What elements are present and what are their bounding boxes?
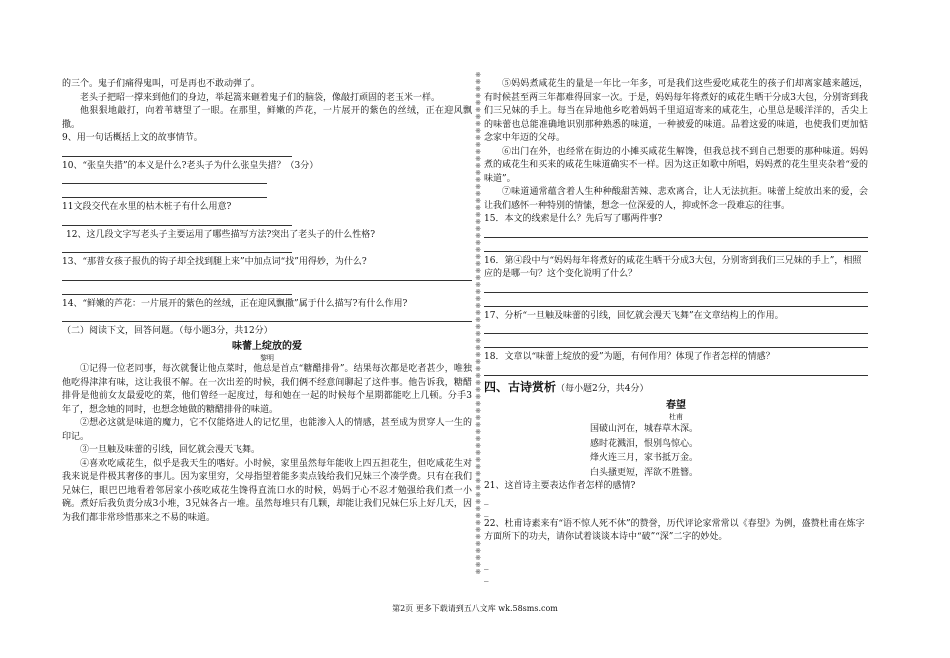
answer-line: [62, 215, 292, 226]
poem-line: 感时花溅泪，恨别鸟惊心。: [590, 438, 699, 449]
essay-paragraph-6: ⑥出门在外，也经常在街边的小摊买咸花生解馋，但我总找不到自己想要的那种味道。妈妈煮的咸花生和买来的咸花生味道确实不一样。因为这正如歌中所唱，妈妈煮的花生里夹杂着“爱的味道”。: [484, 146, 868, 184]
answer-line: [484, 241, 868, 252]
question-12: 12、这几段文字写老头子主要运用了哪些描写方法?突出了老头子的什么性格?: [66, 229, 376, 240]
answer-line: [62, 311, 472, 322]
question-13: 13、“那普女孩子报仇的钩子却全找到腿上来”中加点词“找”用得妙，为什么?: [62, 257, 367, 267]
answer-line: [62, 284, 292, 295]
section-4-heading: [484, 379, 868, 397]
passage-line: 的三个。鬼子们痛得鬼叫，可是再也不敢动弹了。: [62, 79, 261, 89]
answer-line: [484, 365, 868, 376]
essay-author: 黎明: [260, 354, 274, 362]
essay-paragraph-7: ⑦味道通常蕴含着人生种种酸甜苦辣、悲欢离合，让人无法抗拒。味蕾上绽放出来的爱，会让我们感怀一种特别的情愫，想念一位深爱的人，抑或怀念一段难忘的往事。: [484, 187, 868, 211]
answer-blank: _: [484, 559, 489, 570]
question-11: 11文段交代在水里的枯木桩子有什么用意?: [62, 202, 232, 212]
section-2-heading: （二）阅读下文，回答问题。（每小题3分，共12分）: [62, 326, 273, 336]
poem-line: 白头搔更短，浑欲不胜簪。: [590, 467, 699, 478]
poem-line: 烽火连三月，家书抵万金。: [590, 453, 699, 463]
passage-paragraph: 老头子把昭一撑来到他们的身边，举起篙来砸着鬼子们的脑袋，像敲打顽固的老玉米一样。: [80, 92, 441, 103]
answer-line: [62, 187, 267, 198]
answer-line: [484, 282, 868, 293]
answer-line: [62, 242, 292, 253]
right-column: [484, 78, 868, 583]
essay-paragraph-5: ⑤妈妈煮咸花生的量是一年比一年多，可是我们这些爱吃咸花生的孩子们却离家越来越远，有时候甚至两三年都难得回家一次。于是，妈妈每年将煮好的咸花生晒干分成3大包，分别寄到我们三兄妹的手上。每当在异地他乡吃着妈妈千里迢迢寄来的咸花生，心里总是暖洋洋的，舌尖上的味蕾也总能准确地识别那种熟悉的味道，一种被爱的味道。品着这爱的味道，也使我们更加惦念家中年迈的父母。: [484, 79, 868, 143]
passage-paragraph: 他狠狠地敲打，向着苇塘望了一眼。在那里，鲜嫩的芦花，一片展开的紫色的丝绒，正在迎风飘撒。: [62, 106, 472, 130]
question-14: 14、“鲜嫩的芦花：一片展开的紫色的丝绒，正在迎风飘撒”属于什么描写?有什么作用?: [62, 298, 408, 309]
answer-line: [484, 337, 868, 348]
answer-line: [62, 146, 292, 157]
essay-paragraph-3: ③一旦触及味蕾的引线，回忆就会漫天飞舞。: [80, 445, 261, 455]
essay-title: 味蕾上绽放的爱: [232, 340, 302, 352]
section-4-title: 四、古诗赏析: [484, 379, 557, 394]
essay-paragraph-2: ②想必这就是味道的魔力，它不仅能烙进人的记忆里，也能渗入人的情感，甚至成为贯穿人一生的印记。: [62, 418, 472, 442]
answer-blank: _: [484, 571, 489, 582]
essay-paragraph-1: ①记得一位老同事，每次就餐让他点菜时，他总是首点“糖醋排骨”。结果每次都是吃者甚少，唯独他吃得津津有味，这让我很不解。在一次出差的时候，我们俩不经意间聊起了这件事。他告诉我，糖醋排骨是他前女友最爱吃的菜，他们曾经一起度过，每和她在一起的时候每个星期都能吃上几顿。分手3年了，想念她的同时，也想念她做的糖醋排骨的味道。: [62, 364, 472, 415]
page-footer: 第2页 更多下载请到五八文库 wk.58sms.com: [392, 604, 558, 613]
question-18: 18．文章以“味蕾上绽放的爱”为题，有何作用？体现了作者怎样的情感？: [484, 352, 775, 362]
answer-line: [484, 296, 868, 307]
poem-line: 国破山河在，城春草木深。: [590, 424, 699, 434]
question-21: 21、这首诗主要表达作者怎样的感情?: [484, 481, 636, 491]
question-9: 9、用一句话概括上文的故事情节。: [62, 133, 203, 143]
question-22: 22、杜甫诗素来有“语不惊人死不休”的赞誉，历代评论家常常以《春望》为例，盛赞杜甫在炼字方面所下的功夫，请你试着谈谈本诗中“破”“深”二字的妙处。: [484, 518, 865, 542]
essay-paragraph-4: ④喜欢吃咸花生，似乎是我天生的嗜好。小时候，家里虽然每年能收上四五担花生，但吃咸花生对我来说是件极其奢侈的事儿。因为家里穷，父母指望着能多卖点钱给我们兄妹三个凑学费。只有在我们兄妹仨，眼巴巴地看着邻居家小孩吃咸花生馋得直流口水的时候，妈妈于心不忍才勉强给我们煮一小碗。煮好后我负责分成3小堆，3兄妹各占一堆。虽然每堆只有几颗，却能让我们兄妹仨乐上好几天，因为我们都非常珍惜那来之不易的味道。: [62, 458, 472, 523]
answer-line: [484, 227, 868, 238]
poem-title: 春望: [666, 399, 686, 411]
poem-author: 杜甫: [669, 413, 683, 421]
answer-blank: _: [484, 494, 489, 505]
question-10: 10、“张皇失措”的本义是什么?老头子为什么张皇失措？（3分）: [62, 160, 319, 171]
answer-line: [62, 270, 472, 281]
answer-blank: _: [484, 506, 489, 517]
question-17: 17、分析“一旦触及味蕾的引线，回忆就会漫天飞舞”在文章结构上的作用。: [484, 310, 784, 321]
answer-line: [484, 323, 868, 334]
answer-line: [62, 173, 267, 184]
left-column: [62, 78, 472, 525]
question-16: 16．第④段中与“妈妈每年将煮好的咸花生晒干分成3大包，分别寄到我们三兄妹的手上”，相照应的是哪一句？这个变化说明了什么？: [484, 255, 862, 279]
section-4-note: （每小题2分，共4分）: [556, 383, 649, 394]
binding-margin: ※※※※※※※※※※※※※※※※※※※※※※※※※※※※※※※※※※※※※※※※※※※※※※※※※※※※※※※※※※※※※※※※※※※※※※※※: [475, 72, 481, 576]
question-15: 15．本文的线索是什么？先后写了哪两件事?: [484, 214, 663, 224]
